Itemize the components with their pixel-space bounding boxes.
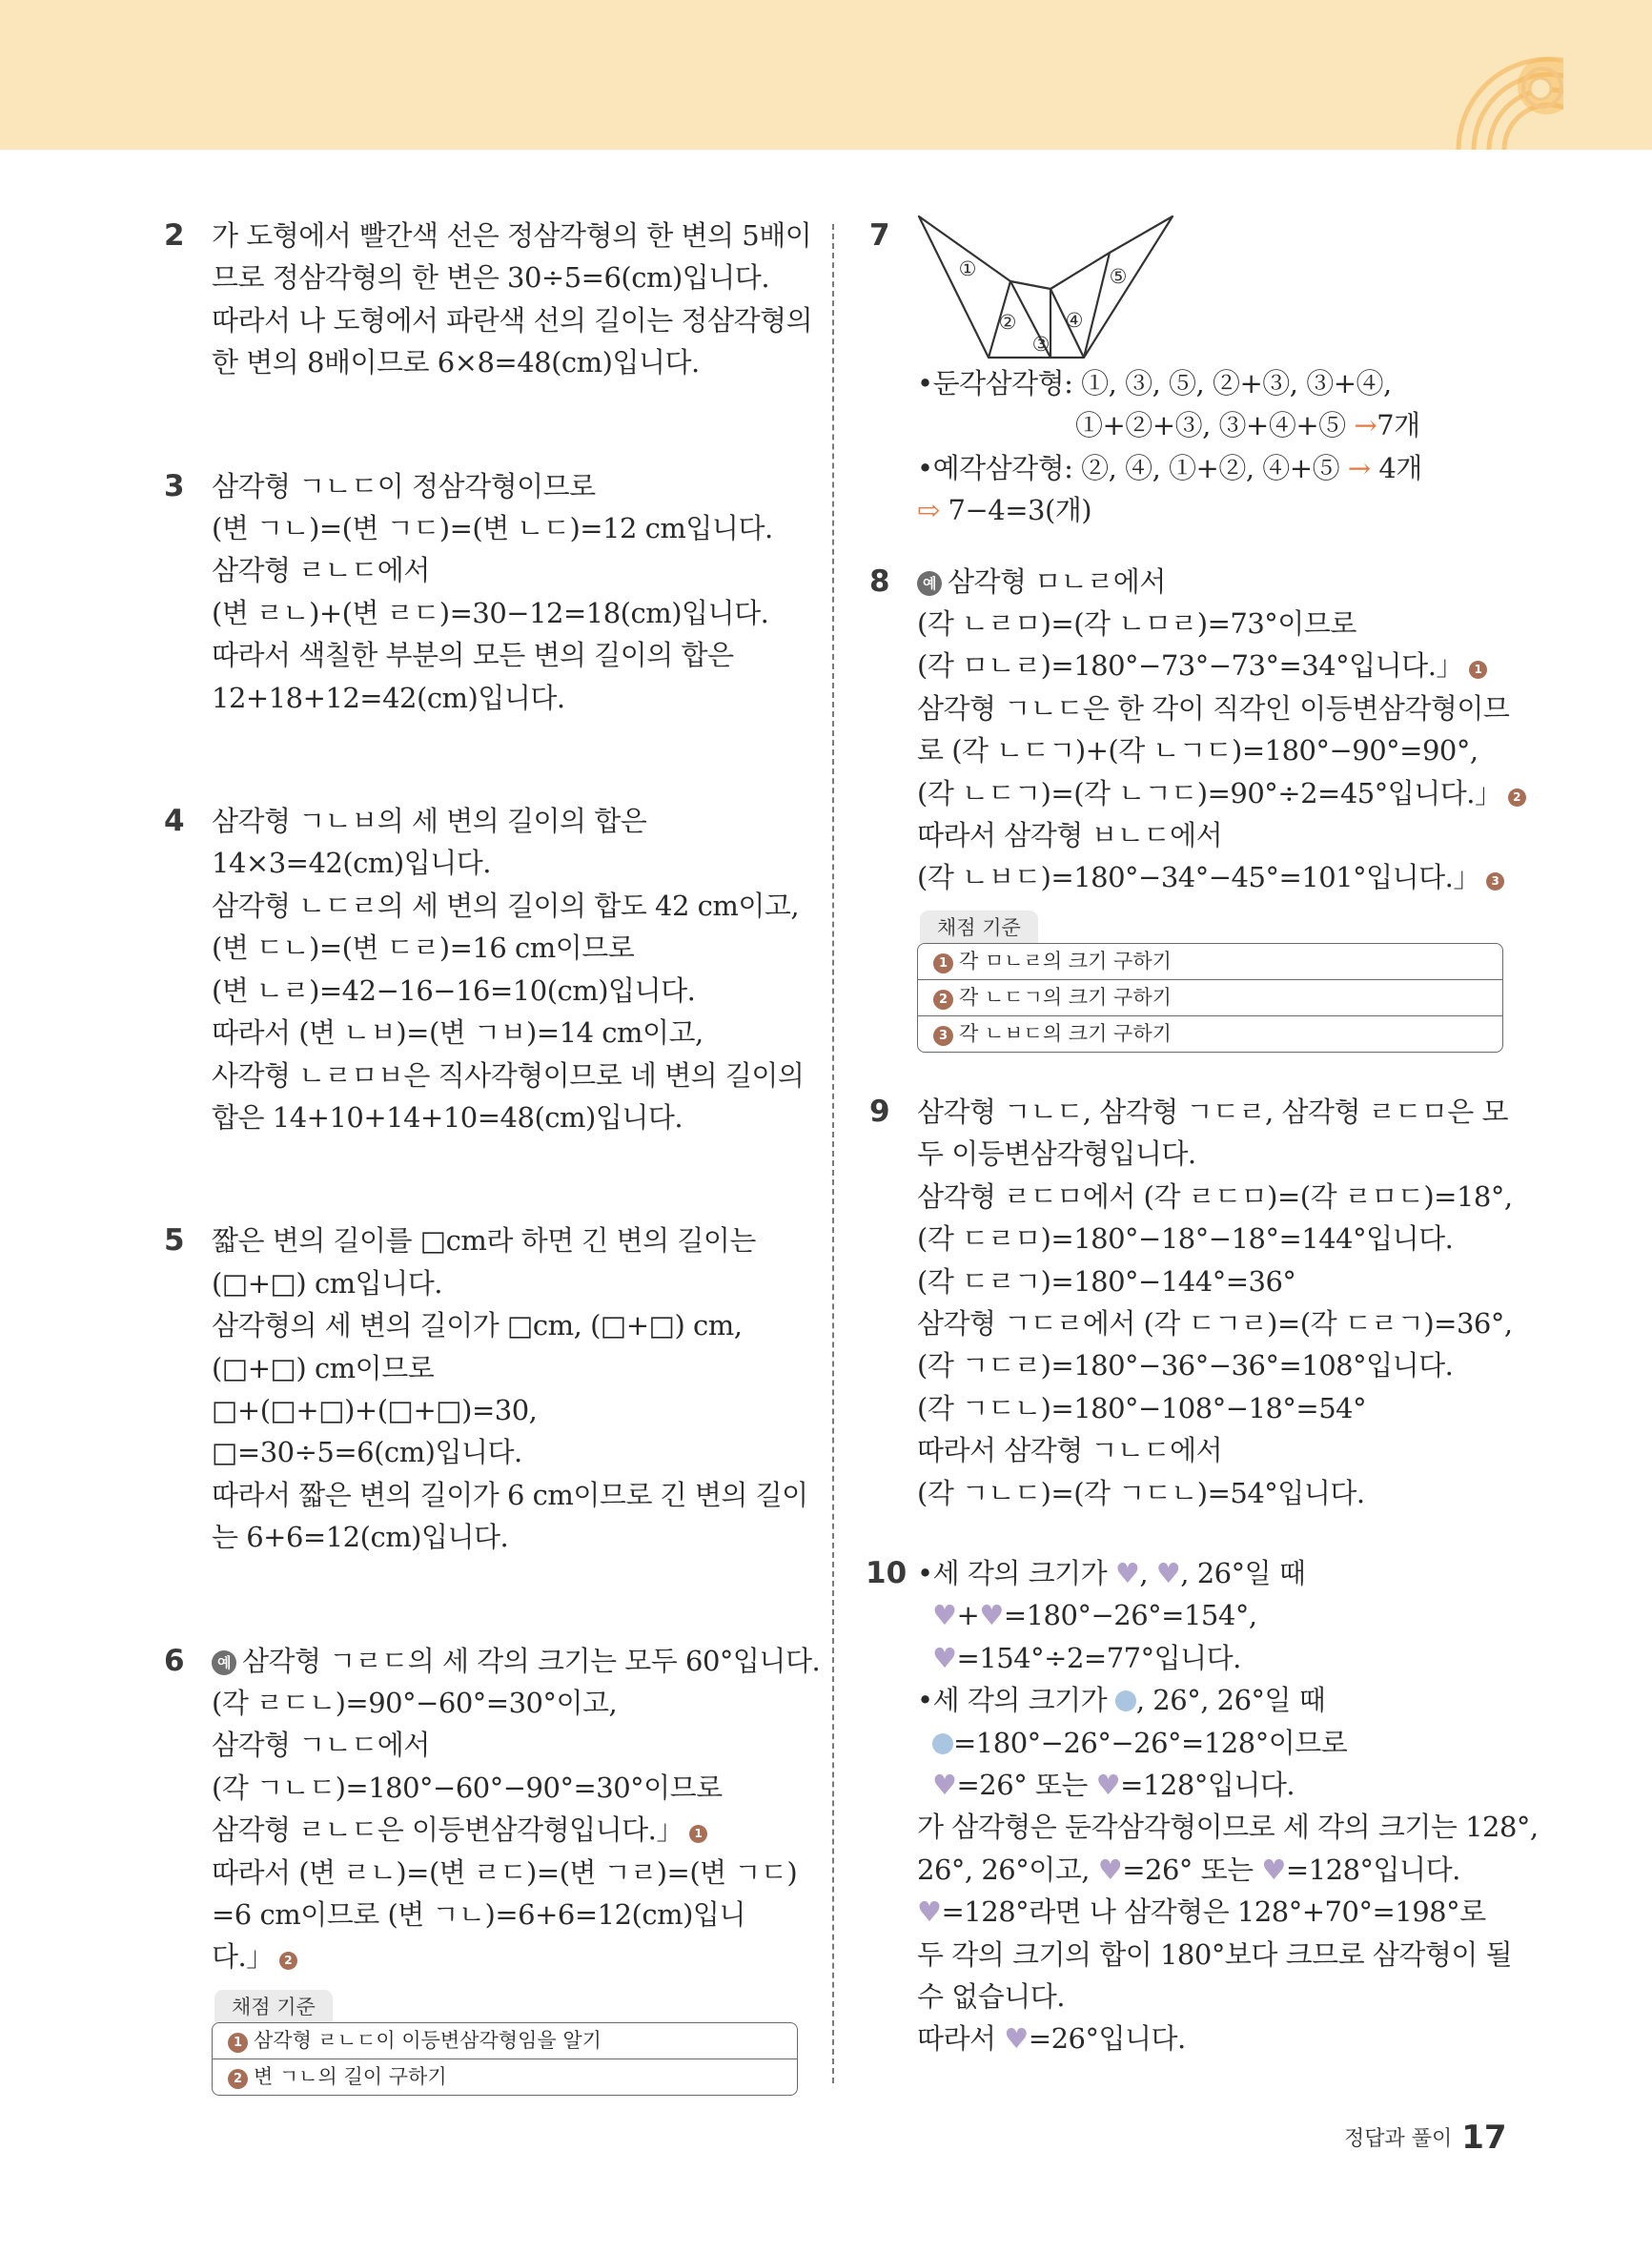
- solution-line: •예각삼각형: ②, ④, ①+②, ④+⑤: [917, 451, 1340, 484]
- problem-number: 10: [866, 1555, 908, 1590]
- scoring-criteria: [917, 911, 1503, 1053]
- example-badge: 예: [212, 1650, 236, 1675]
- problem-8: [869, 561, 1520, 1053]
- solution-line: 다.」: [212, 1940, 274, 1974]
- heart-icon: ♥: [917, 1895, 942, 1929]
- solution-line: (각 ㄹㄷㄴ)=90°−60°=30°이고,: [212, 1686, 618, 1719]
- scoring-criteria: [212, 1990, 798, 2096]
- double-arrow-icon: ⇨: [917, 494, 940, 527]
- problem-number: 8: [869, 563, 890, 599]
- heart-icon: ♥: [1097, 1853, 1123, 1886]
- arrow-icon: →: [1354, 409, 1377, 442]
- solution-line: (각 ㄱㄴㄷ)=(각 ㄱㄷㄴ)=54°입니다.: [917, 1476, 1365, 1509]
- solution-line: (각 ㄷㄹㄱ)=180°−144°=36°: [917, 1264, 1296, 1298]
- solution-line: 삼각형 ㄹㄴㄷ은 이등변삼각형입니다.」: [212, 1813, 683, 1847]
- solution-line: (각 ㄷㄹㅁ)=180°−18°−18°=144°입니다.: [917, 1222, 1454, 1256]
- footer-label: 정답과 풀이: [1344, 2127, 1453, 2151]
- solution-line: (변 ㄷㄴ)=(변 ㄷㄹ)=16 cm이므로: [212, 932, 635, 965]
- criterion-marker: 3: [933, 1026, 953, 1046]
- criteria-row: 3 각 ㄴㅂㄷ의 크기 구하기: [918, 1015, 1502, 1052]
- figure-label-2: ②: [998, 311, 1017, 334]
- problem-number: 3: [164, 468, 185, 503]
- figure-label-3: ③: [1031, 333, 1050, 356]
- criterion-marker: 1: [1469, 661, 1487, 679]
- solution-line: (□+□) cm입니다.: [212, 1266, 442, 1300]
- criterion-marker: 2: [228, 2069, 248, 2089]
- criteria-box: [917, 943, 1503, 1053]
- solution-line: (각 ㄱㄷㄴ)=180°−108°−18°=54°: [917, 1391, 1367, 1424]
- solution-line: 삼각형 ㅁㄴㄹ에서: [948, 564, 1166, 598]
- criterion-marker: 3: [1486, 872, 1504, 891]
- solution-line: (각 ㄱㄴㄷ)=180°−60°−90°=30°이므로: [212, 1771, 723, 1804]
- page-footer: [1344, 2119, 1507, 2157]
- solution-line: (변 ㄹㄴ)+(변 ㄹㄷ)=30−12=18(cm)입니다.: [212, 596, 769, 629]
- solution-line: 7−4=3(개): [948, 494, 1092, 527]
- heart-icon: ♥: [1155, 1556, 1181, 1589]
- solution-line: 삼각형 ㄴㄷㄹ의 세 변의 길이의 합도 42 cm이고,: [212, 889, 800, 922]
- criterion-marker: 2: [1508, 789, 1526, 807]
- problem-9: [869, 1091, 1513, 1514]
- solution-line: □+(□+□)+(□+□)=30,: [212, 1393, 538, 1426]
- solution-line: (각 ㄴㅂㄷ)=180°−34°−45°=101°입니다.」: [917, 861, 1480, 894]
- criteria-title: 채점 기준: [920, 911, 1038, 943]
- solution-line: 삼각형 ㄹㄴㄷ에서: [212, 554, 430, 587]
- problem-number: 6: [164, 1643, 185, 1678]
- solution-line: =6 cm이므로 (변 ㄱㄴ)=6+6=12(cm)입니: [212, 1898, 745, 1931]
- solution-line: 따라서 색칠한 부분의 모든 변의 길이의 합은: [212, 639, 734, 672]
- solution-line: 짧은 변의 길이를 □cm라 하면 긴 변의 길이는: [212, 1224, 756, 1258]
- circle-icon: [932, 1733, 953, 1754]
- criterion-marker: 2: [933, 990, 953, 1010]
- figure-label-4: ④: [1065, 309, 1084, 332]
- solution-line: 12+18+12=42(cm)입니다.: [212, 681, 565, 714]
- criteria-title: 채점 기준: [214, 1990, 333, 2022]
- heart-icon: ♥: [979, 1599, 1004, 1632]
- solution-line: 삼각형 ㄱㄹㄷ의 세 각의 크기는 모두 60°입니다.: [242, 1644, 821, 1677]
- figure-label-1: ①: [958, 257, 977, 280]
- problem-number: 2: [164, 218, 185, 253]
- circle-icon: [1115, 1690, 1136, 1711]
- heart-icon: ♥: [932, 1641, 957, 1674]
- criterion-marker: 2: [279, 1952, 297, 1970]
- heart-icon: ♥: [1095, 1768, 1121, 1801]
- solution-line: 두 이등변삼각형입니다.: [917, 1137, 1196, 1171]
- solution-line: 14×3=42(cm)입니다.: [212, 847, 491, 880]
- heart-icon: ♥: [1114, 1556, 1140, 1589]
- solution-line: 삼각형 ㄱㄴㄷ에서: [212, 1729, 430, 1762]
- problem-5: [164, 1219, 808, 1558]
- problem-3: [164, 465, 798, 719]
- solution-line: (각 ㄱㄷㄹ)=180°−36°−36°=108°입니다.: [917, 1349, 1454, 1383]
- triangle-figure: [917, 215, 1174, 362]
- criterion-marker: 1: [228, 2033, 248, 2053]
- column-divider: [832, 224, 834, 2083]
- solution-line: 두 각의 크기의 합이 180°보다 크므로 삼각형이 될: [917, 1937, 1513, 1971]
- solution-line: •둔각삼각형: ①, ③, ⑤, ②+③, ③+④,: [917, 367, 1392, 399]
- problem-number: 7: [869, 218, 890, 253]
- heart-icon: ♥: [1261, 1853, 1286, 1886]
- right-column: [866, 215, 1539, 2060]
- solution-line: (각 ㄴㄹㅁ)=(각 ㄴㅁㄹ)=73°이므로: [917, 607, 1356, 641]
- solution-line: 는 6+6=12(cm)입니다.: [212, 1521, 509, 1554]
- example-badge: 예: [917, 571, 942, 596]
- problem-2: [164, 215, 813, 384]
- solution-line: 따라서 (변 ㄹㄴ)=(변 ㄹㄷ)=(변 ㄱㄹ)=(변 ㄱㄷ): [212, 1855, 798, 1889]
- problem-10: 10 •세 각의 크기가 ♥, ♥, 26°일 때 ♥+♥=180°−26°=154°, ♥=154°÷2=77°입니다. •세 각의 크기가 , 26°, 26°일 때 =180°−26°−26°=128°이므로 ♥=26° 또는 ♥=128°입니다. 가 삼각형은 둔각삼각형이므로 세 각의 크기는 128°, 26°, 26°이고, ♥=26° 또는 ♥=128°입니다. ♥=128°라면 나 삼각형은 128°+70°=198°로 두 각의 크기의 합이 180°보다 크므로 삼각형이 될 수 없습니다. 따라서 ♥=26°입니다.: [869, 1552, 1503, 2060]
- problem-number: 5: [164, 1223, 185, 1259]
- figure-label-5: ⑤: [1109, 265, 1128, 288]
- heart-icon: ♥: [932, 1599, 957, 1632]
- solution-line: 삼각형 ㄱㄷㄹ에서 (각 ㄷㄱㄹ)=(각 ㄷㄹㄱ)=36°,: [917, 1306, 1513, 1340]
- solution-line: 따라서 삼각형 ㄱㄴㄷ에서: [917, 1434, 1223, 1467]
- solution-line: 사각형 ㄴㄹㅁㅂ은 직사각형이므로 네 변의 길이의: [212, 1058, 805, 1092]
- solution-line: 삼각형 ㄹㄷㅁ에서 (각 ㄹㄷㅁ)=(각 ㄹㅁㄷ)=18°,: [917, 1179, 1513, 1213]
- count-value: 4개: [1378, 451, 1422, 484]
- solution-line: 삼각형 ㄱㄴㄷ이 정삼각형이므로: [212, 469, 596, 502]
- solution-line: 수 없습니다.: [917, 1980, 1066, 2013]
- problem-7: [869, 215, 1503, 532]
- solution-line: 삼각형의 세 변의 길이가 □cm, (□+□) cm,: [212, 1309, 743, 1342]
- page-number: 17: [1461, 2119, 1507, 2157]
- solution-line: (변 ㄴㄹ)=42−16−16=10(cm)입니다.: [212, 973, 696, 1007]
- solution-line: 따라서 나 도형에서 파란색 선의 길이는 정삼각형의: [212, 303, 813, 337]
- criteria-row: 2 각 ㄴㄷㄱ의 크기 구하기: [918, 979, 1502, 1015]
- solution-line: 따라서 (변 ㄴㅂ)=(변 ㄱㅂ)=14 cm이고,: [212, 1016, 704, 1050]
- solution-line: □=30÷5=6(cm)입니다.: [212, 1436, 522, 1469]
- heart-icon: ♥: [932, 1768, 957, 1801]
- arrow-icon: →: [1347, 451, 1371, 484]
- left-column: [164, 215, 821, 2096]
- solution-line: (변 ㄱㄴ)=(변 ㄱㄷ)=(변 ㄴㄷ)=12 cm입니다.: [212, 512, 773, 545]
- solution-line: 삼각형 ㄱㄴㅂ의 세 변의 길이의 합은: [212, 805, 647, 838]
- solution-line: 삼각형 ㄱㄴㄷ은 한 각이 직각인 이등변삼각형이므: [917, 691, 1510, 725]
- problem-4: [164, 800, 805, 1138]
- solution-line: 따라서 삼각형 ㅂㄴㄷ에서: [917, 819, 1223, 852]
- problem-number: 9: [869, 1094, 890, 1129]
- criterion-marker: 1: [933, 953, 953, 973]
- count-value: 7개: [1377, 409, 1420, 442]
- solution-line: 가 삼각형은 둔각삼각형이므로 세 각의 크기는 128°,: [917, 1811, 1539, 1844]
- criteria-row: 1 각 ㅁㄴㄹ의 크기 구하기: [918, 944, 1502, 979]
- spiral-decoration: [1373, 48, 1563, 150]
- heart-icon: ♥: [1004, 2022, 1029, 2056]
- solution-line: 므로 정삼각형의 한 변은 30÷5=6(cm)입니다.: [212, 261, 770, 295]
- solution-line: 가 도형에서 빨간색 선은 정삼각형의 한 변의 5배이: [212, 219, 812, 252]
- solution-line: 따라서 짧은 변의 길이가 6 cm이므로 긴 변의 길이: [212, 1478, 808, 1511]
- solution-line: (각 ㅁㄴㄹ)=180°−73°−73°=34°입니다.」: [917, 649, 1463, 683]
- problem-number: 4: [164, 804, 185, 839]
- criteria-row: 2 변 ㄱㄴ의 길이 구하기: [213, 2058, 797, 2095]
- criteria-row: 1 삼각형 ㄹㄴㄷ이 이등변삼각형임을 알기: [213, 2023, 797, 2058]
- solution-line: 한 변의 8배이므로 6×8=48(cm)입니다.: [212, 346, 700, 379]
- solution-line: (각 ㄴㄷㄱ)=(각 ㄴㄱㄷ)=90°÷2=45°입니다.」: [917, 776, 1502, 809]
- criteria-box: [212, 2022, 798, 2096]
- criterion-marker: 1: [689, 1825, 707, 1843]
- solution-line: 삼각형 ㄱㄴㄷ, 삼각형 ㄱㄷㄹ, 삼각형 ㄹㄷㅁ은 모: [917, 1095, 1509, 1128]
- solution-line: (□+□) cm이므로: [212, 1351, 435, 1384]
- solution-line: 로 (각 ㄴㄷㄱ)+(각 ㄴㄱㄷ)=180°−90°=90°,: [917, 734, 1479, 768]
- problem-6: [164, 1640, 821, 2096]
- solution-line: ①+②+③, ③+④+⑤: [1075, 409, 1346, 442]
- solution-line: 합은 14+10+14+10=48(cm)입니다.: [212, 1100, 683, 1134]
